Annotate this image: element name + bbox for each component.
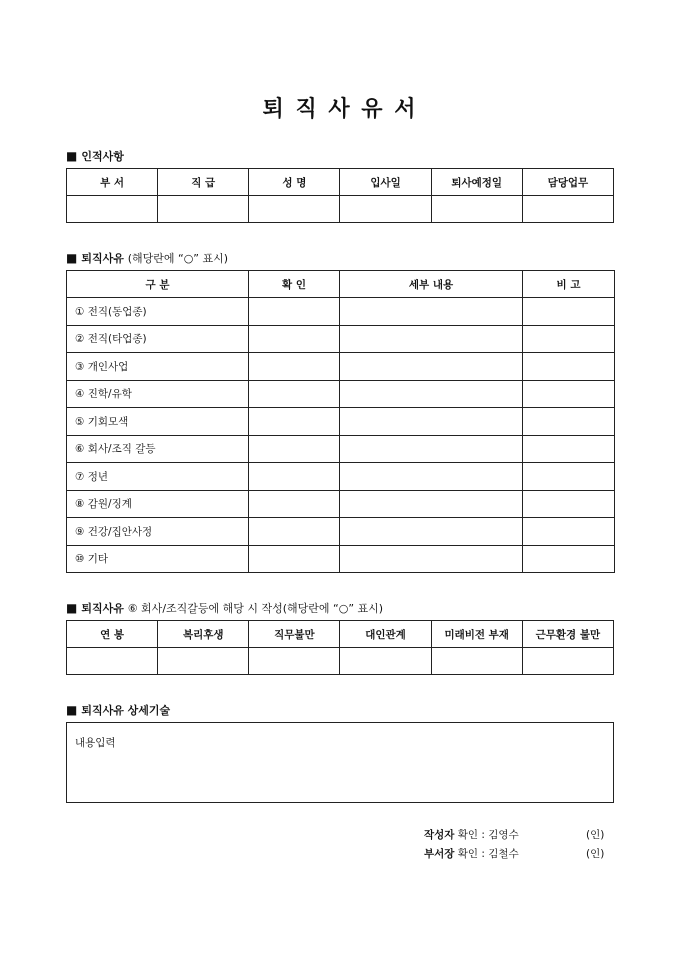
remarks-cell[interactable] [523, 518, 615, 546]
department-field[interactable] [67, 196, 158, 223]
reason-label: ⑧ 감원/징계 [67, 490, 249, 518]
welfare-field[interactable] [158, 648, 249, 675]
header-check: 확 인 [249, 271, 340, 298]
header-relationships: 대인관계 [340, 621, 431, 648]
table-row [67, 353, 615, 381]
table-row [67, 325, 615, 353]
details-cell[interactable] [340, 463, 523, 491]
table-row [67, 545, 615, 573]
remarks-cell[interactable] [523, 298, 615, 326]
remarks-cell[interactable] [523, 408, 615, 436]
table-row [67, 380, 615, 408]
table-row [67, 298, 615, 326]
details-cell[interactable] [340, 435, 523, 463]
reason-label: ② 전직(타업종) [67, 325, 249, 353]
reason-label: ⑨ 건강/집안사정 [67, 518, 249, 546]
detail-placeholder: 내용입력 [75, 737, 116, 749]
remarks-cell[interactable] [523, 325, 615, 353]
check-cell[interactable] [249, 380, 340, 408]
section-reasons-title: ■ 퇴직사유 (해당란에 “○” 표시) [66, 251, 229, 265]
conflict-input-row [67, 648, 614, 675]
conflict-table [66, 620, 614, 675]
details-cell[interactable] [340, 545, 523, 573]
header-salary: 연 봉 [67, 621, 158, 648]
header-join-date: 입사일 [340, 169, 431, 196]
header-leave-date: 퇴사예정일 [431, 169, 522, 196]
join-date-field[interactable] [340, 196, 431, 223]
header-name: 성 명 [249, 169, 340, 196]
signature-writer: 작성자 확인 : 김영수 [424, 829, 519, 841]
remarks-cell[interactable] [523, 353, 615, 381]
header-remarks: 비 고 [523, 271, 615, 298]
table-row [67, 435, 615, 463]
details-cell[interactable] [340, 353, 523, 381]
environment-field[interactable] [522, 648, 613, 675]
no-vision-field[interactable] [431, 648, 522, 675]
section-detail-title: ■ 퇴직사유 상세기술 [66, 703, 171, 717]
table-row [67, 408, 615, 436]
check-cell[interactable] [249, 353, 340, 381]
page-title: 퇴 직 사 유 서 [262, 97, 418, 122]
reason-label: ⑤ 기회모색 [67, 408, 249, 436]
remarks-cell[interactable] [523, 380, 615, 408]
reason-label: ④ 진학/유학 [67, 380, 249, 408]
rank-field[interactable] [158, 196, 249, 223]
table-row [67, 490, 615, 518]
square-bullet-icon: ■ [66, 703, 78, 717]
square-bullet-icon: ■ [66, 601, 78, 615]
remarks-cell[interactable] [523, 435, 615, 463]
conflict-header-row [67, 621, 614, 648]
section-conflict-title: ■ 퇴직사유 ⑥ 회사/조직갈등에 해당 시 작성(해당란에 “○” 표시) [66, 601, 384, 615]
header-department: 부 서 [67, 169, 158, 196]
reason-label: ⑩ 기타 [67, 545, 249, 573]
details-cell[interactable] [340, 518, 523, 546]
remarks-cell[interactable] [523, 490, 615, 518]
relationships-field[interactable] [340, 648, 431, 675]
header-details: 세부 내용 [340, 271, 523, 298]
name-field[interactable] [249, 196, 340, 223]
reasons-table [66, 270, 615, 573]
reasons-header-row [67, 271, 615, 298]
details-cell[interactable] [340, 490, 523, 518]
square-bullet-icon: ■ [66, 251, 78, 265]
leave-date-field[interactable] [431, 196, 522, 223]
header-category: 구 분 [67, 271, 249, 298]
reason-label: ⑥ 회사/조직 갈등 [67, 435, 249, 463]
check-cell[interactable] [249, 298, 340, 326]
personnel-table [66, 168, 614, 223]
square-bullet-icon: ■ [66, 149, 78, 163]
job-dissatisfaction-field[interactable] [249, 648, 340, 675]
details-cell[interactable] [340, 380, 523, 408]
details-cell[interactable] [340, 408, 523, 436]
check-cell[interactable] [249, 408, 340, 436]
check-cell[interactable] [249, 545, 340, 573]
duty-field[interactable] [522, 196, 613, 223]
check-cell[interactable] [249, 490, 340, 518]
seal-manager: (인) [586, 848, 605, 860]
personnel-header-row [67, 169, 614, 196]
reason-label: ⑦ 정년 [67, 463, 249, 491]
header-job-dissatisfaction: 직무불만 [249, 621, 340, 648]
check-cell[interactable] [249, 463, 340, 491]
header-no-vision: 미래비전 부재 [431, 621, 522, 648]
personnel-input-row [67, 196, 614, 223]
reason-label: ① 전직(동업종) [67, 298, 249, 326]
signature-manager: 부서장 확인 : 김철수 [424, 848, 519, 860]
header-duty: 담당업무 [522, 169, 613, 196]
header-rank: 직 급 [158, 169, 249, 196]
salary-field[interactable] [67, 648, 158, 675]
reason-label: ③ 개인사업 [67, 353, 249, 381]
header-welfare: 복리후생 [158, 621, 249, 648]
remarks-cell[interactable] [523, 545, 615, 573]
details-cell[interactable] [340, 298, 523, 326]
remarks-cell[interactable] [523, 463, 615, 491]
table-row [67, 463, 615, 491]
check-cell[interactable] [249, 325, 340, 353]
section-personnel-title: ■ 인적사항 [66, 149, 124, 163]
table-row [67, 518, 615, 546]
check-cell[interactable] [249, 518, 340, 546]
details-cell[interactable] [340, 325, 523, 353]
header-environment: 근무환경 불만 [522, 621, 613, 648]
detail-textarea[interactable] [66, 722, 614, 803]
seal-writer: (인) [586, 829, 605, 841]
check-cell[interactable] [249, 435, 340, 463]
